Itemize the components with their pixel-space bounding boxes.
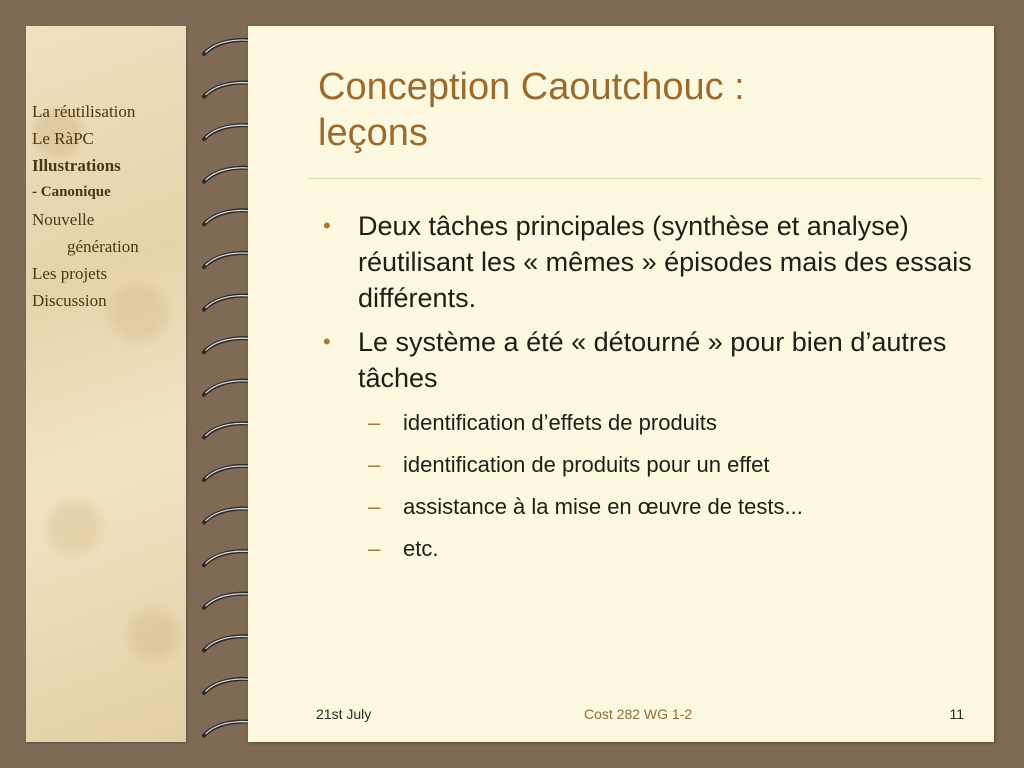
sub-bullet-text: identification de produits pour un effet	[403, 452, 770, 477]
sub-bullet-item	[358, 528, 978, 570]
slide-title	[318, 64, 878, 156]
sub-bullet-text: identification d’effets de produits	[403, 410, 717, 435]
bullet-dot-icon: •	[323, 329, 331, 354]
sidebar-nav	[32, 98, 139, 314]
bullet-text: Le système a été « détourné » pour bien d’autres tâches	[358, 327, 947, 393]
sidebar-item-reutilisation[interactable]: La réutilisation	[32, 102, 136, 121]
slide-footer	[316, 706, 964, 726]
sidebar-item-canonique[interactable]: - Canonique	[32, 184, 111, 200]
sidebar-item-generation[interactable]: génération	[67, 237, 139, 256]
dash-icon: –	[368, 410, 381, 435]
slide-title-line1: Conception Caoutchouc :	[318, 66, 745, 108]
sub-bullet-list	[358, 402, 978, 570]
sub-bullet-text: etc.	[403, 536, 439, 561]
dash-icon: –	[368, 494, 381, 519]
sub-bullet-item	[358, 402, 978, 444]
dash-icon: –	[368, 452, 381, 477]
dash-icon: –	[368, 536, 381, 561]
sub-bullet-item	[358, 486, 978, 528]
sub-bullet-text: assistance à la mise en œuvre de tests...	[403, 494, 803, 519]
footer-date: 21st July	[316, 706, 372, 722]
sidebar-item-discussion[interactable]: Discussion	[32, 291, 107, 310]
bullet-dot-icon: •	[323, 213, 331, 238]
footer-organization: Cost 282 WG 1-2	[584, 706, 693, 722]
sidebar-item-nouvelle[interactable]: Nouvelle	[32, 210, 95, 229]
bullet-item	[318, 208, 978, 316]
title-divider	[308, 178, 982, 179]
footer-page-number: 11	[949, 706, 964, 722]
sidebar-panel	[26, 26, 186, 742]
sidebar-item-rapc[interactable]: Le RàPC	[32, 129, 94, 148]
sub-bullet-item	[358, 444, 978, 486]
sidebar-item-illustrations[interactable]: Illustrations	[32, 156, 121, 175]
bullet-list	[318, 208, 978, 578]
bullet-item	[318, 324, 978, 570]
slide-title-line2: leçons	[318, 112, 428, 154]
slide-page	[248, 26, 994, 742]
sidebar-item-projets[interactable]: Les projets	[32, 264, 108, 283]
bullet-text: Deux tâches principales (synthèse et analyse) réutilisant les « mêmes » épisodes mais des essais différents.	[358, 211, 972, 313]
